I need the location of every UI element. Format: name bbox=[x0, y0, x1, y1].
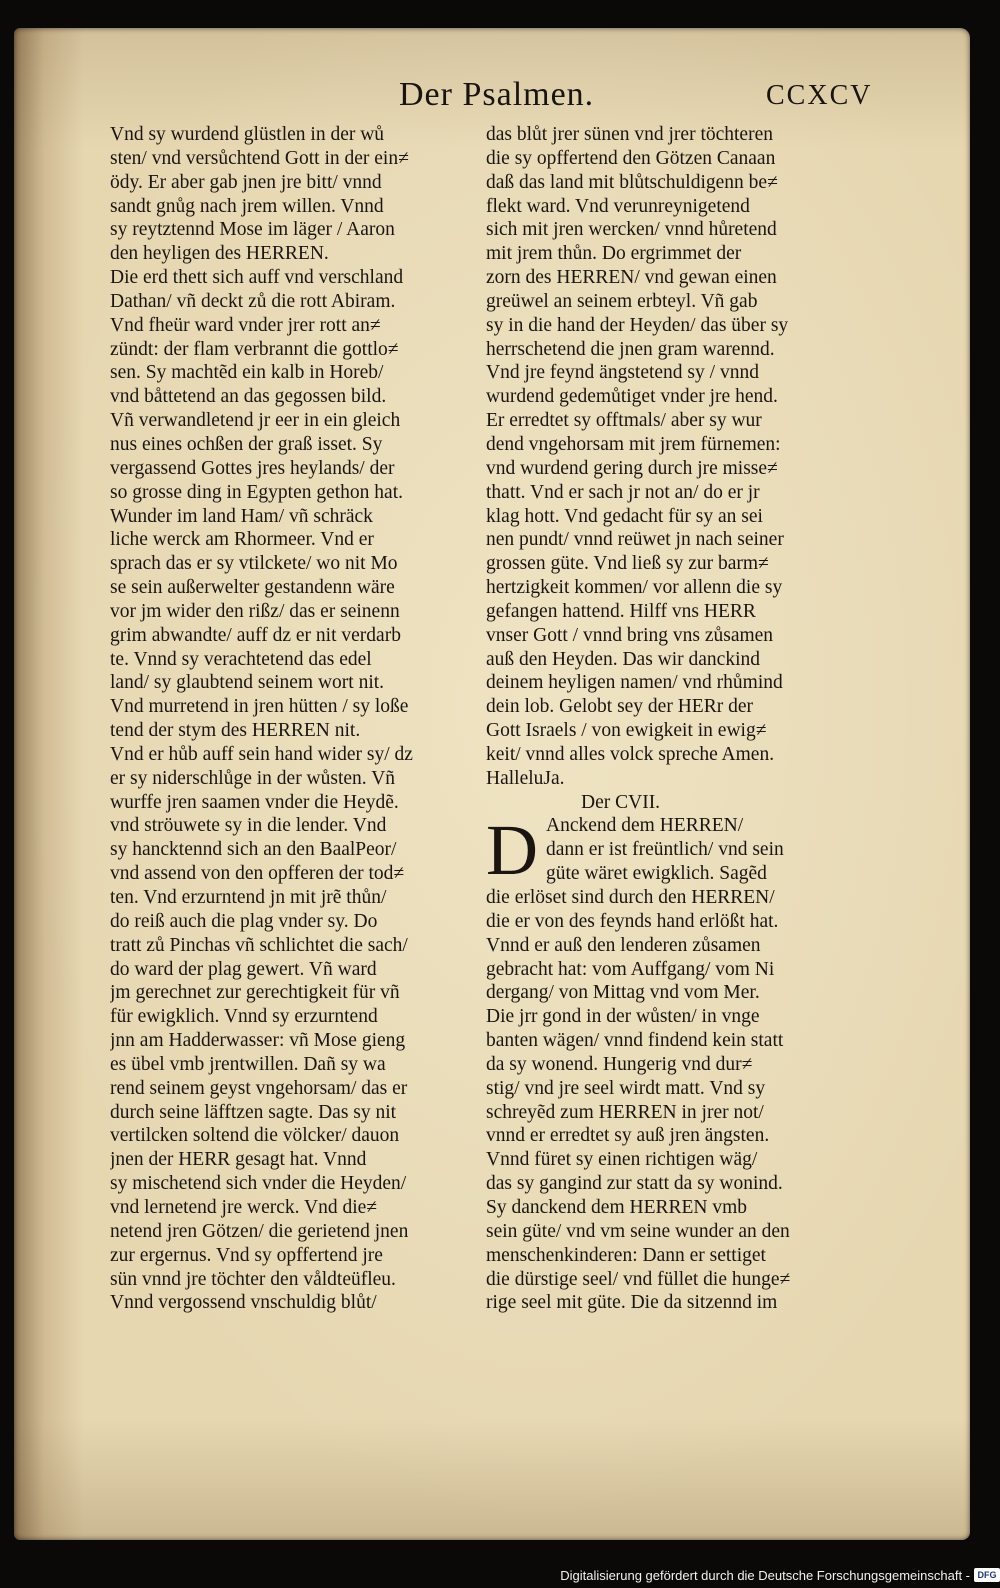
right-column-top bbox=[486, 123, 838, 791]
text-line: wurdend gedemůtiget vnder jre hend. bbox=[486, 386, 778, 408]
text-line: den heyligen des HERREN. bbox=[110, 243, 329, 265]
text-line: dergang/ von Mittag vnd vom Mer. bbox=[486, 982, 760, 1004]
text-line: auß den Heyden. Das wir danckind bbox=[486, 648, 760, 670]
text-line: Vnd sy wurdend glüstlen in der wů bbox=[110, 124, 385, 145]
text-line: vnd lernetend jre werck. Vnd die≠ bbox=[110, 1196, 378, 1218]
text-line: dein lob. Gelobt sey der HERr der bbox=[486, 696, 753, 718]
digitization-footer bbox=[560, 1564, 1000, 1586]
text-line: zorn des HERREN/ vnd gewan einen bbox=[486, 267, 777, 289]
text-line: Die jrr gond in der wůsten/ in vnge bbox=[486, 1006, 760, 1028]
text-line: die erlöset sind durch den HERREN/ bbox=[486, 887, 775, 909]
text-line: schreyẽd zum HERREN in jrer not/ bbox=[486, 1101, 764, 1123]
text-line: Vnd murretend in jren hütten / sy loße bbox=[110, 696, 409, 718]
text-line: hertzigkeit kommen/ vor allenn die sy bbox=[486, 577, 783, 599]
text-line: vnd assend von den opfferen der tod≠ bbox=[110, 863, 405, 885]
text-line: durch seine läfftzen sagte. Das sy nit bbox=[110, 1101, 397, 1123]
text-line: dann er ist freüntlich/ vnd sein bbox=[546, 839, 784, 861]
text-line: tend der stym des HERREN nit. bbox=[110, 720, 361, 742]
running-head-title: Der Psalmen. bbox=[399, 76, 595, 113]
text-line: sy reytztennd Mose im läger / Aaron bbox=[110, 219, 395, 241]
text-line: flekt ward. Vnd verunreynigetend bbox=[486, 195, 750, 217]
footer-credit: Digitalisierung gefördert durch die Deutsche Forschungsgemeinschaft - bbox=[560, 1567, 970, 1583]
text-line: se sein außerwelter gestandenn wäre bbox=[110, 577, 395, 599]
text-line: sy hancktennd sich an den BaalPeor/ bbox=[110, 839, 397, 861]
text-line: grossen güte. Vnd ließ sy zur barm≠ bbox=[486, 553, 769, 575]
text-line: Vnd fheür ward vnder jrer rott an≠ bbox=[110, 314, 381, 336]
text-line: Vnnd vergossend vnschuldig blůt/ bbox=[110, 1292, 377, 1314]
text-line: Vnd er hůb auff sein hand wider sy/ dz bbox=[110, 743, 413, 765]
text-line: Vnnd er auß den lenderen zůsamen bbox=[486, 934, 761, 956]
text-line: rend seinem geyst vngehorsam/ das er bbox=[110, 1077, 408, 1099]
text-line: liche werck am Rhormeer. Vnd er bbox=[110, 529, 374, 551]
text-line: greüwel an seinem erbteyl. Vñ gab bbox=[486, 290, 758, 312]
text-line: daß das land mit blůtschuldigenn be≠ bbox=[486, 171, 778, 193]
text-line: rige seel mit güte. Die da sitzennd im bbox=[486, 1292, 778, 1314]
text-line: banten wägen/ vnnd findend kein statt bbox=[486, 1030, 784, 1052]
drop-cap-letter: D bbox=[486, 810, 538, 891]
left-column bbox=[110, 123, 485, 1315]
text-line: sy in die hand der Heyden/ das über sy bbox=[486, 314, 789, 336]
text-line: vor jm wider den rißz/ das er seinenn bbox=[110, 600, 400, 622]
text-line: es übel vmb jrentwillen. Dañ sy wa bbox=[110, 1053, 386, 1075]
text-line: für ewigklich. Vnnd sy erzurntend bbox=[110, 1006, 378, 1028]
text-line: das sy gangind zur statt da sy wonind. bbox=[486, 1173, 783, 1195]
text-line: Anckend dem HERREN/ bbox=[546, 815, 744, 837]
text-line: Wunder im land Ham/ vñ schräck bbox=[110, 505, 373, 527]
text-line: Vnnd füret sy einen richtigen wäg/ bbox=[486, 1149, 758, 1171]
text-line: jnen der HERR gesagt hat. Vnnd bbox=[110, 1149, 367, 1171]
text-line: ten. Vnd erzurntend jn mit jrẽ thůn/ bbox=[110, 887, 387, 908]
text-line: zündt: der flam verbrannt die gottlo≠ bbox=[110, 338, 399, 360]
text-line: dend vngehorsam mit jrem fürnemen: bbox=[486, 433, 781, 455]
text-line: do reiß auch die plag vnder sy. Do bbox=[110, 910, 378, 932]
text-line: sün vnnd jre töchter den våldteüfleu. bbox=[110, 1268, 396, 1290]
text-line: die sy opffertend den Götzen Canaan bbox=[486, 147, 776, 169]
text-line: thatt. Vnd er sach jr not an/ do er jr bbox=[486, 481, 760, 503]
text-line: herrschetend die jnen gram warennd. bbox=[486, 338, 775, 360]
text-line: sprach das er sy vtilckete/ wo nit Mo bbox=[110, 553, 398, 575]
text-line: sich mit jren wercken/ vnnd hůretend bbox=[486, 219, 777, 241]
text-line: güte wäret ewigklich. Sagẽd bbox=[546, 863, 767, 885]
text-line: nus eines ochßen der graß isset. Sy bbox=[110, 433, 383, 455]
right-column-bottom bbox=[486, 886, 838, 1315]
text-line: te. Vnnd sy verachtetend das edel bbox=[110, 648, 372, 670]
text-line: nen pundt/ vnnd reüwet jn nach seiner bbox=[486, 529, 784, 551]
text-line: sy mischetend sich vnder die Heyden/ bbox=[110, 1173, 407, 1195]
text-line: grim abwandte/ auff dz er nit verdarb bbox=[110, 624, 401, 646]
text-line: vnser Gott / vnnd bring vns zůsamen bbox=[486, 624, 774, 646]
text-line: land/ sy glaubtend seinem wort nit. bbox=[110, 672, 385, 694]
text-line: sten/ vnd versůchtend Gott in der ein≠ bbox=[110, 147, 409, 169]
text-line: vnd wurdend gering durch jre misse≠ bbox=[486, 457, 778, 479]
dfg-logo: DFG bbox=[974, 1568, 1000, 1582]
text-line: vnd båttetend an das gegossen bild. bbox=[110, 386, 387, 408]
text-line: menschenkinderen: Dann er settiget bbox=[486, 1244, 766, 1266]
text-line: gebracht hat: vom Auffgang/ vom Ni bbox=[486, 958, 775, 980]
text-line: wurffe jren saamen vnder die Heydẽ. bbox=[110, 791, 399, 813]
psalm-opening bbox=[486, 810, 838, 891]
text-line: gefangen hattend. Hilff vns HERR bbox=[486, 600, 756, 622]
running-head bbox=[14, 76, 970, 122]
text-line: vergassend Gottes jres heylands/ der bbox=[110, 457, 395, 479]
text-line: da sy wonend. Hungerig vnd dur≠ bbox=[486, 1053, 753, 1075]
text-line: Dathan/ vñ deckt zů die rott Abiram. bbox=[110, 290, 396, 312]
text-line: mit jrem thůn. Do ergrimmet der bbox=[486, 243, 742, 265]
text-line: Gott Israels / von ewigkeit in ewig≠ bbox=[486, 720, 767, 742]
text-line: Die erd thett sich auff vnd verschland bbox=[110, 267, 404, 289]
text-line: tratt zů Pinchas vñ schlichtet die sach/ bbox=[110, 934, 408, 956]
text-line: sein güte/ vnd vm seine wunder an den bbox=[486, 1220, 790, 1242]
text-line: keit/ vnnd alles volck spreche Amen. bbox=[486, 743, 775, 765]
text-line: vertilcken soltend die völcker/ dauon bbox=[110, 1125, 400, 1147]
right-column bbox=[486, 123, 838, 1315]
text-line: Sy danckend dem HERREN vmb bbox=[486, 1196, 748, 1218]
text-line: ödy. Er aber gab jnen jre bitt/ vnnd bbox=[110, 171, 382, 193]
text-line: HalleluJa. bbox=[486, 767, 565, 789]
psalm-heading: Der CVII. bbox=[581, 791, 661, 813]
text-line: sen. Sy machtẽd ein kalb in Horeb/ bbox=[110, 362, 384, 384]
text-line: deinem heyligen namen/ vnd rhůmind bbox=[486, 672, 783, 694]
text-line: vnd ströuwete sy in die lender. Vnd bbox=[110, 815, 387, 837]
text-line: vnnd er erredtet sy auß jren ängsten. bbox=[486, 1125, 770, 1147]
text-line: klag hott. Vnd gedacht für sy an sei bbox=[486, 505, 763, 527]
text-line: Vnd jre feynd ängstetend sy / vnnd bbox=[486, 362, 759, 384]
text-line: das blůt jrer sünen vnd jrer töchteren bbox=[486, 124, 773, 145]
folio-number: CCXCV bbox=[766, 80, 873, 111]
text-line: die er von des feynds hand erlößt hat. bbox=[486, 910, 779, 932]
text-line: die dürstige seel/ vnd füllet die hunge≠ bbox=[486, 1268, 791, 1290]
text-line: Vñ verwandletend jr eer in ein gleich bbox=[110, 410, 401, 432]
text-line: er sy niderschlůge in der wůsten. Vñ bbox=[110, 767, 396, 789]
text-line: stig/ vnd jre seel wirdt matt. Vnd sy bbox=[486, 1077, 766, 1099]
text-line: netend jren Götzen/ die gerietend jnen bbox=[110, 1220, 409, 1242]
text-line: zur ergernus. Vnd sy opffertend jre bbox=[110, 1244, 383, 1266]
text-line: do ward der plag gewert. Vñ ward bbox=[110, 958, 377, 980]
book-page bbox=[14, 28, 970, 1540]
text-line: jnn am Hadderwasser: vñ Mose gieng bbox=[110, 1030, 406, 1052]
text-line: jm gerechnet zur gerechtigkeit für vñ bbox=[110, 982, 400, 1004]
text-line: Er erredtet sy offtmals/ aber sy wur bbox=[486, 410, 762, 432]
text-line: sandt gnůg nach jrem willen. Vnnd bbox=[110, 195, 384, 217]
text-line: so grosse ding in Egypten gethon hat. bbox=[110, 481, 404, 503]
